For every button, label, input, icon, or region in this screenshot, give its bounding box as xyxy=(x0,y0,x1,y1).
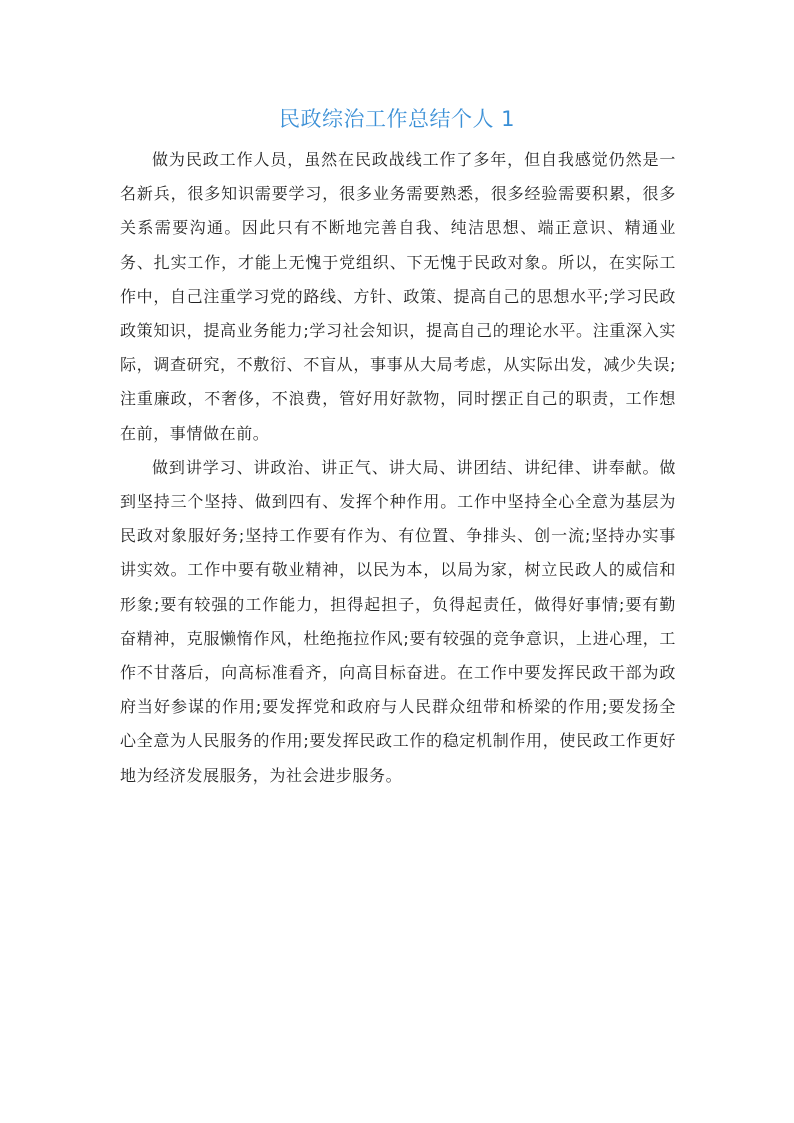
document-body xyxy=(120,143,676,793)
paragraph-1: 做为民政工作人员，虽然在民政战线工作了多年，但自我感觉仍然是一名新兵，很多知识需要学习，很多业务需要熟悉，很多经验需要积累，很多关系需要沟通。因此只有不断地完善自我、纯洁思想、端正意识、精通业务、扎实工作，才能上无愧于党组织、下无愧于民政对象。所以，在实际工作中，自己注重学习党的路线、方针、政策、提高自己的思想水平;学习民政政策知识，提高业务能力;学习社会知识，提高自己的理论水平。注重深入实际，调查研究，不敷衍、不盲从，事事从大局考虑，从实际出发，减少失误;注重廉政，不奢侈，不浪费，管好用好款物，同时摆正自己的职责，工作想在前，事情做在前。 xyxy=(120,150,676,443)
document-title: 民政综治工作总结个人 1 xyxy=(278,107,516,131)
paragraph-2: 做到讲学习、讲政治、讲正气、讲大局、讲团结、讲纪律、讲奉献。做到坚持三个坚持、做到四有、发挥个种作用。工作中坚持全心全意为基层为民政对象服好务;坚持工作要有作为、有位置、争排头、创一流;坚持办实事讲实效。工作中要有敬业精神，以民为本，以局为家，树立民政人的威信和形象;要有较强的工作能力，担得起担子，负得起责任，做得好事情;要有勤奋精神，克服懒惰作风，杜绝拖拉作风;要有较强的竞争意识，上进心理，工作不甘落后，向高标准看齐，向高目标奋进。在工作中要发挥民政干部为政府当好参谋的作用;要发挥党和政府与人民群众纽带和桥梁的作用;要发扬全心全意为人民服务的作用;要发挥民政工作的稳定机制作用，使民政工作更好地为经济发展服务，为社会进步服务。 xyxy=(120,457,676,785)
